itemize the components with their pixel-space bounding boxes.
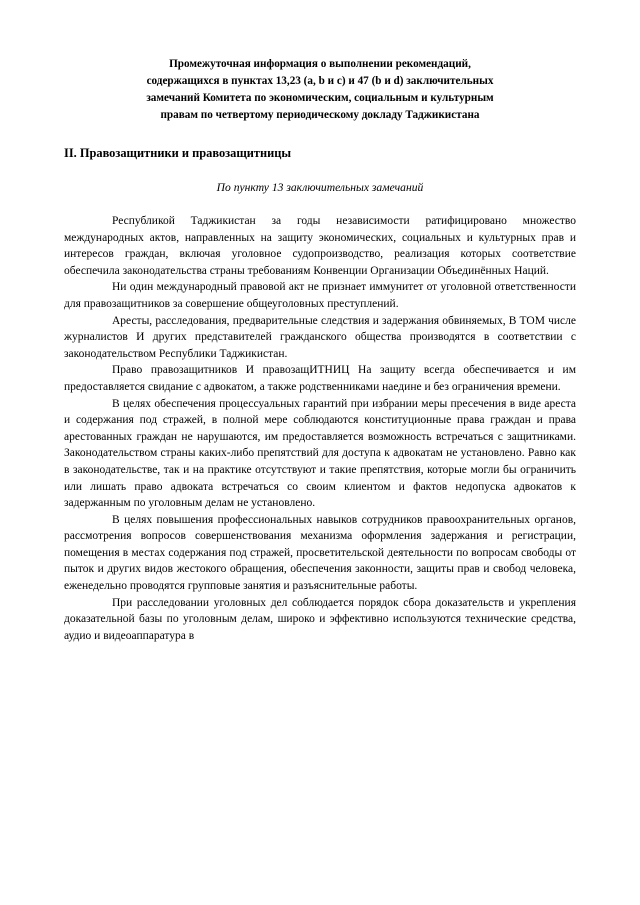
paragraph: Ни один международный правовой акт не признает иммунитет от уголовной ответственности для правозащитников за совершение общеуголовных преступлений.: [64, 281, 576, 310]
document-title-line-4: правам по четвертому периодическому докладу Таджикистана: [160, 109, 480, 121]
document-body: [64, 213, 576, 644]
paragraph: Аресты, расследования, предварительные следствия и задержания обвиняемых, В ТОМ числе журналистов И других представителей гражданского общества производятся в соответствии с законодательством Республики Таджикистан.: [64, 314, 576, 360]
document-title-line-1: Промежуточная информация о выполнении рекомендаций,: [169, 58, 471, 70]
paragraph: В целях обеспечения процессуальных гарантий при избрании меры пресечения в виде ареста и содержания под стражей, в полной мере соблюдаются конституционные права граждан и права арестованных граждан не нарушаются, им предоставляется возможность встречаться с защитниками. Законодательством страны каких-либо препятствий для доступа к адвокатам не установлено. Равно как в законодательстве, так и на практике отсутствуют и такие препятствия, которые могли бы ограничить или лишать право адвоката встречаться со своим клиентом и фактов недопуска адвокатов к задержанным по уголовным делам не установлено.: [64, 397, 576, 510]
document-title-line-3: замечаний Комитета по экономическим, социальным и культурным: [146, 92, 494, 104]
paragraph: В целях повышения профессиональных навыков сотрудников правоохранительных органов, рассмотрения вопросов совершенствования механизма оформления задержания и регистрации, помещения в местах содержания под стражей, просветительской деятельности по вопросам свободы от пыток и других видов жестокого обращения, обеспечения законности, защиты прав и свобод человека, еженедельно проводятся групповые занятия и разъяснительные работы.: [64, 513, 576, 593]
section-heading: II. Правозащитники и правозащитницы: [64, 146, 292, 160]
document-title-line-2: содержащихся в пунктах 13,23 (a, b и c) и 47 (b и d) заключительных: [146, 75, 494, 87]
paragraph: Республикой Таджикистан за годы независимости ратифицировано множество международных актов, направленных на защиту экономических, социальных и культурных прав и интересов граждан, включая уголовное судопроизводство, реализация которых соответствие обеспечила законодательства страны требованиям Конвенции Организации Объединённых Наций.: [64, 215, 576, 277]
document-title: [64, 56, 576, 124]
paragraph: При расследовании уголовных дел соблюдается порядок сбора доказательств и укрепления доказательной базы по уголовным делам, широко и эффективно используются технические средства, аудио и видеоаппаратура в: [64, 596, 576, 642]
paragraph: Право правозащитников И правозащИТНИЦ На защиту всегда обеспечивается и им предоставляется свидание с адвокатом, а также родственниками наедине и без ограничения времени.: [64, 364, 576, 393]
sub-heading: По пункту 13 заключительных замечаний: [216, 181, 424, 194]
